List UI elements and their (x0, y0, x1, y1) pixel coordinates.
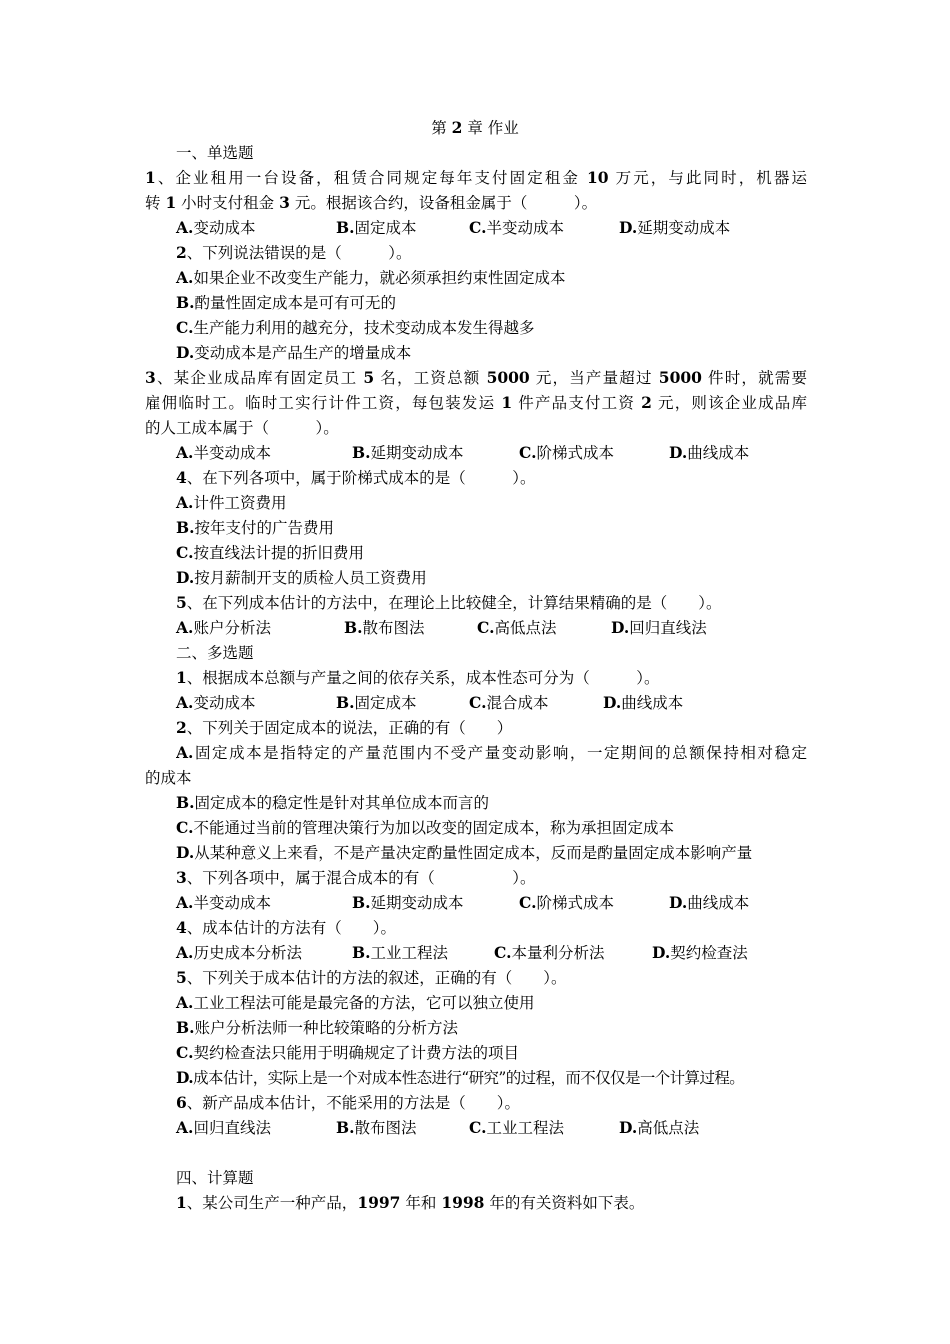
option-a: A.回归直线法 (176, 1118, 271, 1137)
question-stem: 3、下列各项中，属于混合成本的有（ ）。 (176, 868, 536, 887)
option-c: C.工业工程法 (469, 1118, 564, 1137)
option-b: B.延期变动成本 (352, 443, 464, 462)
option-b: B.延期变动成本 (352, 893, 464, 912)
option-d: D.曲线成本 (669, 893, 750, 912)
option-a: A.固定成本是指特定的产量范围内不受产量变动影响，一定期间的总额保持相对稳定 (176, 743, 807, 762)
option-b: B.散布图法 (344, 618, 425, 637)
option-a: A.半变动成本 (176, 893, 271, 912)
option-d: D.曲线成本 (669, 443, 750, 462)
option-a: A.如果企业不改变生产能力，就必须承担约束性固定成本 (176, 268, 566, 287)
section-heading-single-choice: 一、单选题 (176, 144, 254, 162)
option-c: C.不能通过当前的管理决策行为加以改变的固定成本，称为承担固定成本 (176, 818, 674, 837)
option-b: B.固定成本 (336, 693, 417, 712)
question-stem-line: 3、某企业成品库有固定员工 5 名，工资总额 5000 元，当产量超过 5000 件时，就需要 (145, 368, 807, 387)
option-d: D.曲线成本 (603, 693, 684, 712)
question-stem: 5、下列关于成本估计的方法的叙述，正确的有（ ）。 (176, 968, 567, 987)
question-stem: 2、下列说法错误的是（ ）。 (176, 243, 412, 262)
option-d: D.契约检查法 (652, 943, 748, 962)
option-c: C.高低点法 (477, 618, 557, 637)
question-stem: 1、根据成本总额与产量之间的依存关系，成本性态可分为（ ）。 (176, 668, 660, 687)
option-b: B.散布图法 (336, 1118, 417, 1137)
option-d: D.从某种意义上来看，不是产量决定酌量性固定成本，反而是酌量固定成本影响产量 (176, 843, 753, 862)
section-heading-calculation: 四、计算题 (176, 1169, 254, 1187)
question-stem: 6、新产品成本估计，不能采用的方法是（ ）。 (176, 1093, 521, 1112)
question-stem: 4、在下列各项中，属于阶梯式成本的是（ ）。 (176, 468, 536, 487)
page-title: 第 2 章 作业 (431, 118, 519, 137)
option-b: B.按年支付的广告费用 (176, 518, 335, 537)
option-b: B.工业工程法 (352, 943, 449, 962)
option-a: A.变动成本 (176, 218, 256, 237)
option-a: A.工业工程法可能是最完备的方法，它可以独立使用 (176, 993, 535, 1012)
option-a: A.变动成本 (176, 693, 256, 712)
option-c: C.阶梯式成本 (519, 893, 614, 912)
option-c: C.按直线法计提的折旧费用 (176, 543, 364, 562)
question-stem-line: 1、企业租用一台设备，租赁合同规定每年支付固定租金 10 万元，与此同时，机器运 (145, 168, 807, 187)
option-b: B.账户分析法师一种比较策略的分析方法 (176, 1018, 459, 1037)
option-a: A.计件工资费用 (176, 493, 287, 512)
option-d: D.变动成本是产品生产的增量成本 (176, 343, 412, 362)
option-c: C.半变动成本 (469, 218, 564, 237)
option-c: C.阶梯式成本 (519, 443, 614, 462)
option-c: C.本量利分析法 (494, 943, 605, 962)
question-stem: 4、成本估计的方法有（ ）。 (176, 918, 397, 937)
option-c: C.生产能力利用的越充分，技术变动成本发生得越多 (176, 318, 535, 337)
option-c: C.混合成本 (469, 693, 549, 712)
option-a: A.账户分析法 (176, 618, 271, 637)
option-a: A.半变动成本 (176, 443, 271, 462)
option-d: D.延期变动成本 (619, 218, 731, 237)
question-stem: 5、在下列成本估计的方法中，在理论上比较健全，计算结果精确的是（ ）。 (176, 593, 722, 612)
question-stem: 2、下列关于固定成本的说法，正确的有（ ） (176, 718, 513, 737)
question-stem-line: 的人工成本属于（ ）。 (145, 419, 339, 437)
option-c: C.契约检查法只能用于明确规定了计费方法的项目 (176, 1043, 519, 1062)
option-a-continuation: 的成本 (145, 769, 192, 787)
option-d: D.高低点法 (619, 1118, 700, 1137)
option-b: B.固定成本的稳定性是针对其单位成本而言的 (176, 793, 490, 812)
question-stem-line: 雇佣临时工。临时工实行计件工资，每包装发运 1 件产品支付工资 2 元，则该企业成品库 (145, 393, 807, 412)
question-stem: 1、某公司生产一种产品，1997 年和 1998 年的有关资料如下表。 (176, 1193, 645, 1212)
option-b: B.酌量性固定成本是可有可无的 (176, 293, 397, 312)
option-d: D.成本估计，实际上是一个对成本性态进行“研究”的过程，而不仅仅是一个计算过程。 (176, 1068, 745, 1087)
option-d: D.按月薪制开支的质检人员工资费用 (176, 568, 427, 587)
section-heading-multiple-choice: 二、多选题 (176, 644, 254, 662)
option-b: B.固定成本 (336, 218, 417, 237)
option-d: D.回归直线法 (611, 618, 707, 637)
option-a: A.历史成本分析法 (176, 943, 302, 962)
question-stem-line: 转 1 小时支付租金 3 元。根据该合约，设备租金属于（ ）。 (145, 193, 598, 212)
